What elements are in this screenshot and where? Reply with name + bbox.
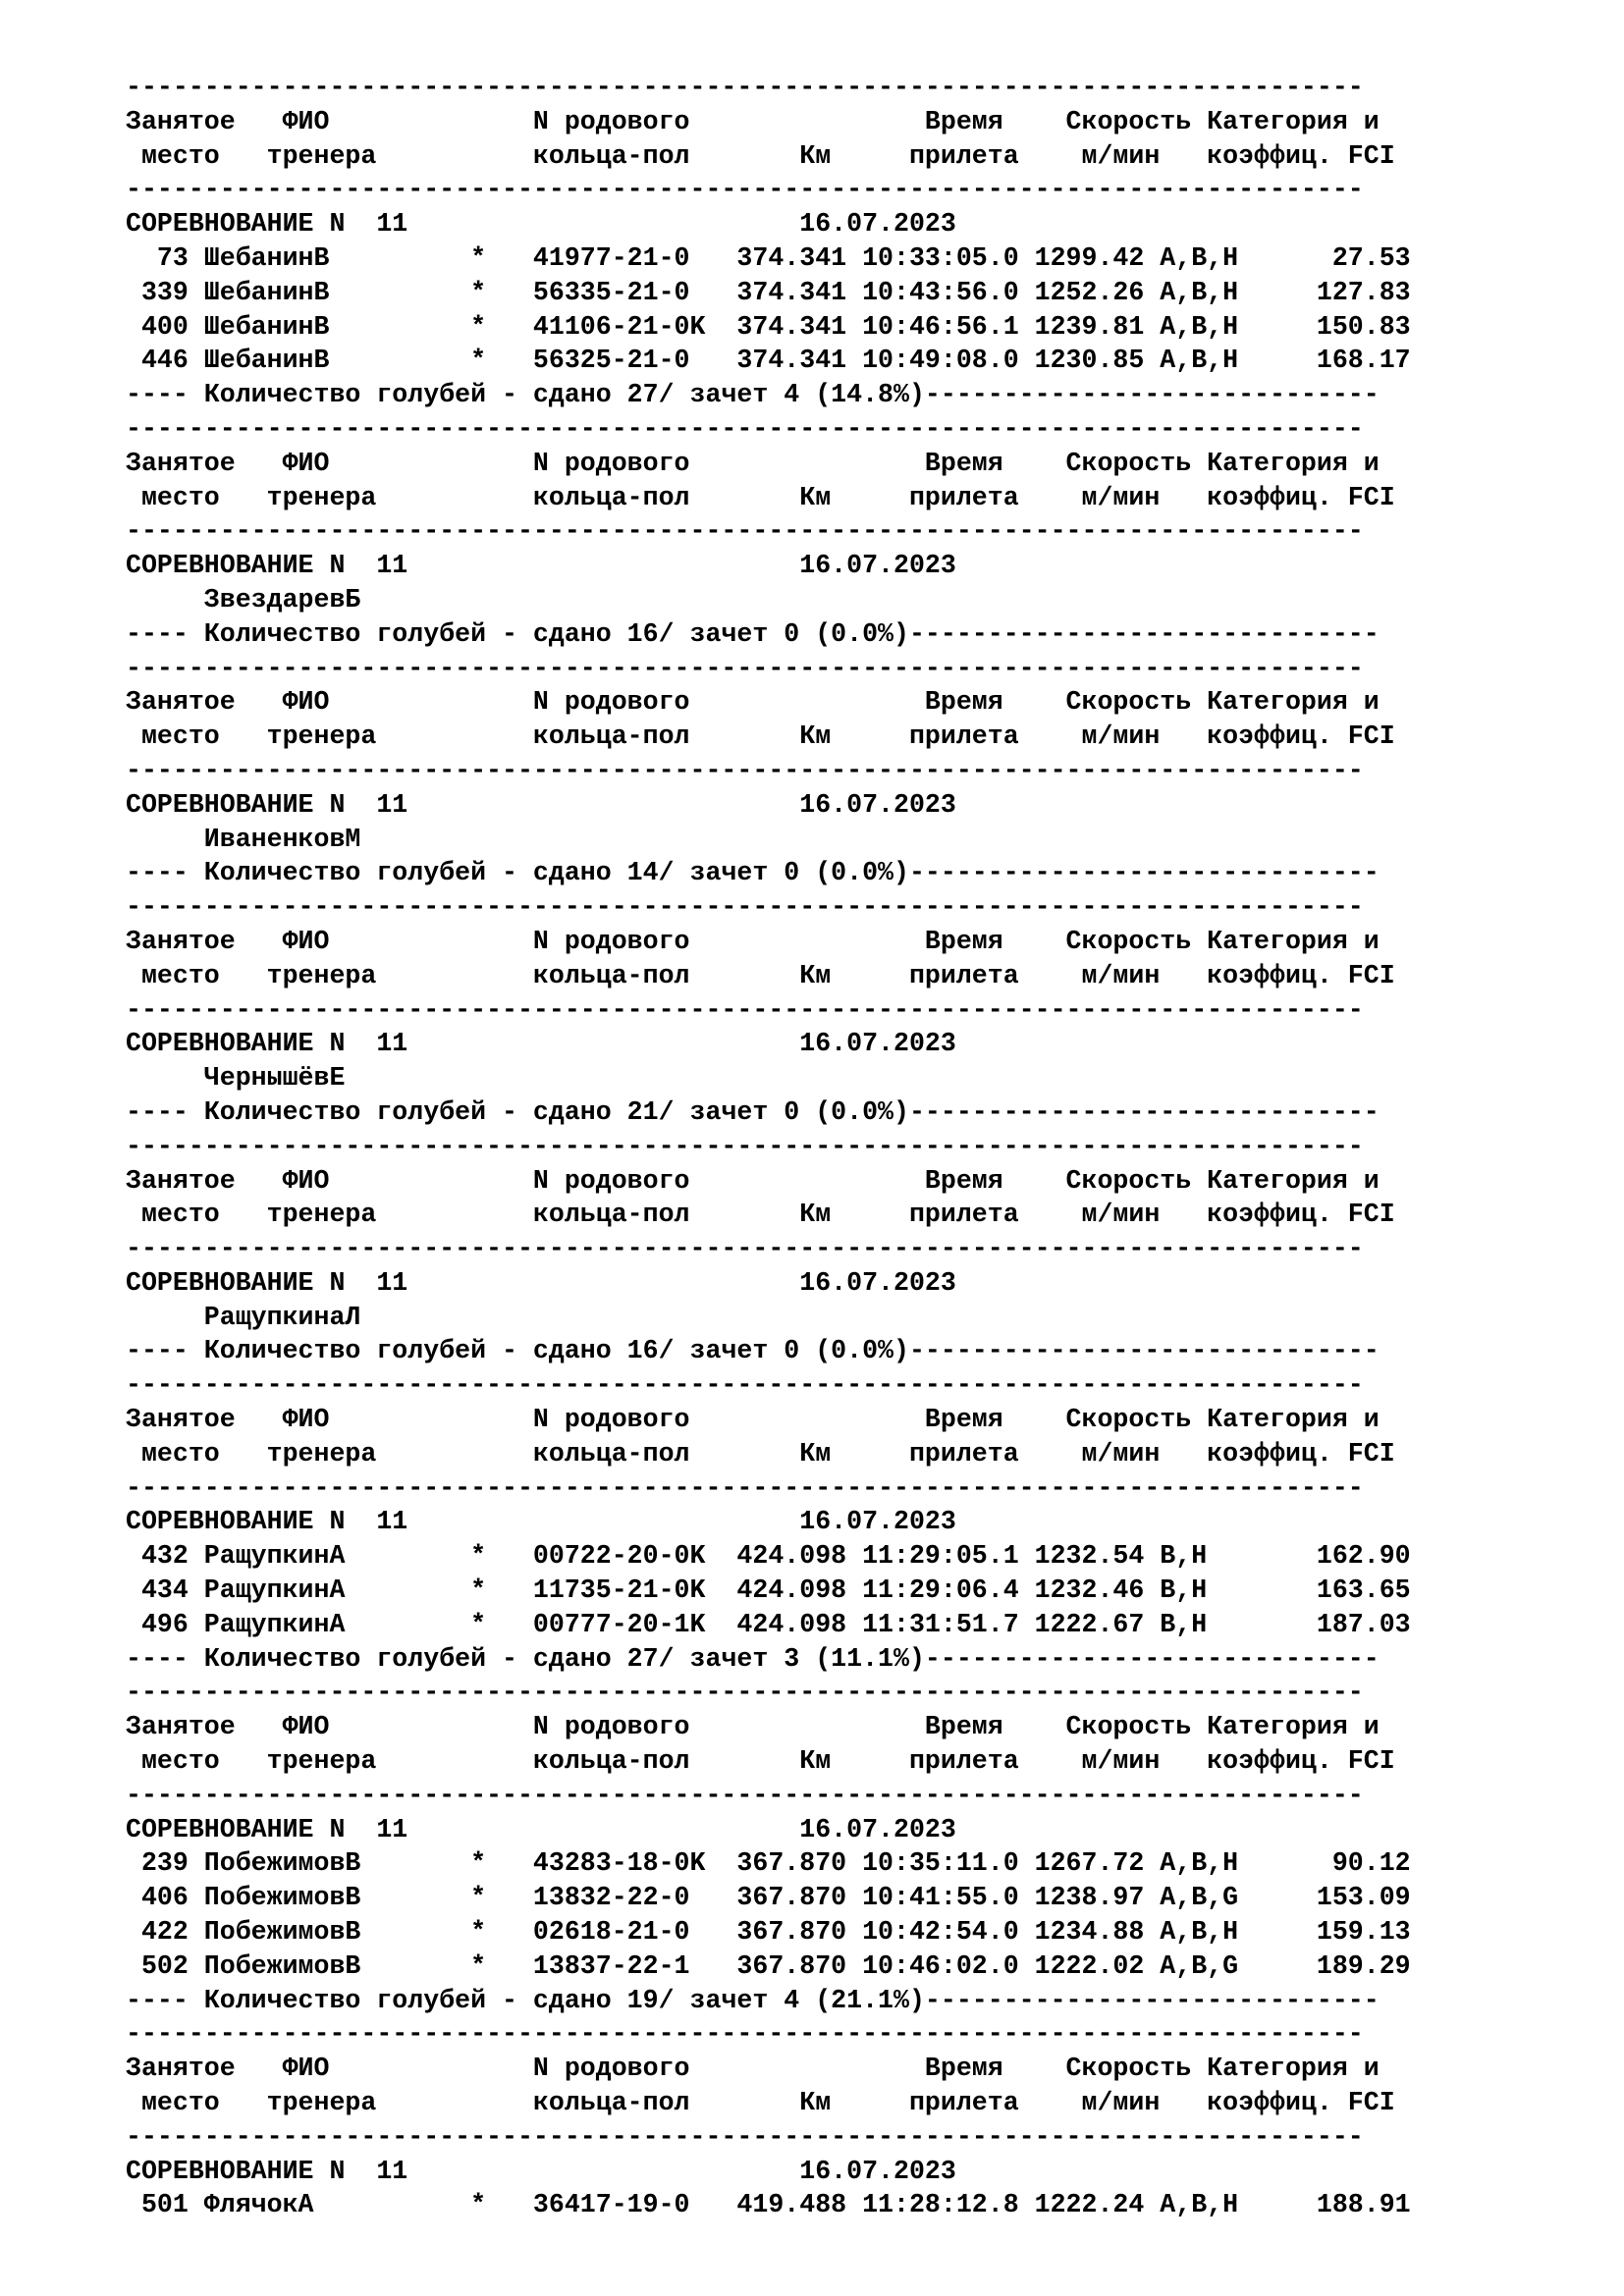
header-rule-bottom: ------------------------------------------------------------------------------- — [126, 755, 1364, 785]
pigeon-count-summary: ---- Количество голубей - сдано 27/ зачет 3 (11.1%)----------------------------- — [126, 1643, 1380, 1674]
header-rule-bottom: ------------------------------------------------------------------------------- — [126, 175, 1364, 205]
header-rule-top: ------------------------------------------------------------------------------- — [126, 1678, 1364, 1708]
competition-title: СОРЕВНОВАНИЕ N 11 16.07.2023 — [126, 1507, 956, 1537]
result-row: 502 ПобежимовВ * 13837-22-1 367.870 10:46:02.0 1222.02 A,B,G 189.29 — [126, 1950, 1411, 1981]
pigeon-count-summary: ---- Количество голубей - сдано 21/ зачет 0 (0.0%)------------------------------ — [126, 1096, 1380, 1127]
column-header-line-2: место тренера кольца-пол Км прилета м/мин коэффиц. FCI — [126, 1200, 1395, 1230]
column-header-line-1: Занятое ФИО N родового Время Скорость Категория и — [126, 687, 1380, 718]
header-rule-bottom: ------------------------------------------------------------------------------- — [126, 1234, 1364, 1264]
result-row: 73 ШебанинВ * 41977-21-0 374.341 10:33:05.0 1299.42 A,B,H 27.53 — [126, 242, 1411, 273]
result-row: 432 РащупкинА * 00722-20-0K 424.098 11:29:05.1 1232.54 B,H 162.90 — [126, 1541, 1411, 1572]
header-rule-bottom: ------------------------------------------------------------------------------- — [126, 1472, 1364, 1503]
result-row: 422 ПобежимовВ * 02618-21-0 367.870 10:42:54.0 1234.88 A,B,H 159.13 — [126, 1917, 1411, 1948]
column-header-line-1: Занятое ФИО N родового Время Скорость Категория и — [126, 926, 1380, 956]
column-header-line-1: Занятое ФИО N родового Время Скорость Категория и — [126, 448, 1380, 478]
competition-title: СОРЕВНОВАНИЕ N 11 16.07.2023 — [126, 1267, 956, 1298]
competition-block — [126, 1676, 1598, 2017]
header-rule-bottom: ------------------------------------------------------------------------------- — [126, 1780, 1364, 1810]
header-rule-top: ------------------------------------------------------------------------------- — [126, 653, 1364, 683]
column-header-line-1: Занятое ФИО N родового Время Скорость Категория и — [126, 106, 1380, 136]
result-row: ЗвездаревБ — [126, 584, 361, 614]
header-rule-top: ------------------------------------------------------------------------------- — [126, 892, 1364, 923]
competition-block — [126, 71, 1598, 412]
header-rule-top: ------------------------------------------------------------------------------- — [126, 73, 1364, 102]
result-row: 501 ФлячокА * 36417-19-0 419.488 11:28:12.8 1222.24 A,B,H 188.91 — [126, 2190, 1411, 2220]
result-row: 400 ШебанинВ * 41106-21-0K 374.341 10:46:56.1 1239.81 A,B,H 150.83 — [126, 311, 1411, 342]
competition-block — [126, 652, 1598, 891]
result-row: 496 РащупкинА * 00777-20-1K 424.098 11:31:51.7 1222.67 B,H 187.03 — [126, 1609, 1411, 1639]
pigeon-count-summary: ---- Количество голубей - сдано 19/ зачет 4 (21.1%)----------------------------- — [126, 1985, 1380, 2015]
header-rule-bottom: ------------------------------------------------------------------------------- — [126, 2121, 1364, 2152]
header-rule-top: ------------------------------------------------------------------------------- — [126, 413, 1364, 444]
result-row: ЧернышёвЕ — [126, 1063, 346, 1094]
competition-title: СОРЕВНОВАНИЕ N 11 16.07.2023 — [126, 1029, 956, 1059]
result-row: 339 ШебанинВ * 56335-21-0 374.341 10:43:56.0 1252.26 A,B,H 127.83 — [126, 277, 1411, 307]
competition-title: СОРЕВНОВАНИЕ N 11 16.07.2023 — [126, 209, 956, 240]
competition-block — [126, 1368, 1598, 1676]
competition-title: СОРЕВНОВАНИЕ N 11 16.07.2023 — [126, 551, 956, 581]
competition-title: СОРЕВНОВАНИЕ N 11 16.07.2023 — [126, 1814, 956, 1844]
result-row: 434 РащупкинА * 11735-21-0K 424.098 11:29:06.4 1232.46 B,H 163.65 — [126, 1575, 1411, 1606]
competition-block — [126, 412, 1598, 652]
column-header-line-2: место тренера кольца-пол Км прилета м/мин коэффиц. FCI — [126, 960, 1395, 990]
result-row: 446 ШебанинВ * 56325-21-0 374.341 10:49:08.0 1230.85 A,B,H 168.17 — [126, 346, 1411, 376]
competition-title: СОРЕВНОВАНИЕ N 11 16.07.2023 — [126, 789, 956, 820]
result-row: РащупкинаЛ — [126, 1302, 361, 1332]
column-header-line-1: Занятое ФИО N родового Время Скорость Категория и — [126, 1165, 1380, 1196]
column-header-line-2: место тренера кольца-пол Км прилета м/мин коэффиц. FCI — [126, 1746, 1395, 1777]
header-rule-bottom: ------------------------------------------------------------------------------- — [126, 516, 1364, 547]
competition-block — [126, 890, 1598, 1130]
result-row: ИваненковМ — [126, 824, 361, 854]
competition-block — [126, 2017, 1598, 2222]
pigeon-count-summary: ---- Количество голубей - сдано 14/ зачет 0 (0.0%)------------------------------ — [126, 858, 1380, 888]
header-rule-top: ------------------------------------------------------------------------------- — [126, 1370, 1364, 1401]
results-sheet — [126, 71, 1598, 2222]
header-rule-bottom: ------------------------------------------------------------------------------- — [126, 994, 1364, 1025]
column-header-line-2: место тренера кольца-пол Км прилета м/мин коэффиц. FCI — [126, 140, 1395, 171]
result-row: 239 ПобежимовВ * 43283-18-0K 367.870 10:35:11.0 1267.72 A,B,H 90.12 — [126, 1848, 1411, 1879]
column-header-line-2: место тренера кольца-пол Км прилета м/мин коэффиц. FCI — [126, 2088, 1395, 2118]
column-header-line-2: место тренера кольца-пол Км прилета м/мин коэффиц. FCI — [126, 482, 1395, 512]
pigeon-count-summary: ---- Количество голубей - сдано 27/ зачет 4 (14.8%)----------------------------- — [126, 380, 1380, 410]
column-header-line-1: Занятое ФИО N родового Время Скорость Категория и — [126, 1405, 1380, 1435]
column-header-line-1: Занятое ФИО N родового Время Скорость Категория и — [126, 2054, 1380, 2084]
pigeon-count-summary: ---- Количество голубей - сдано 16/ зачет 0 (0.0%)------------------------------ — [126, 618, 1380, 649]
header-rule-top: ------------------------------------------------------------------------------- — [126, 1131, 1364, 1161]
result-row: 406 ПобежимовВ * 13832-22-0 367.870 10:41:55.0 1238.97 A,B,G 153.09 — [126, 1883, 1411, 1913]
column-header-line-2: место тренера кольца-пол Км прилета м/мин коэффиц. FCI — [126, 1438, 1395, 1468]
competition-title: СОРЕВНОВАНИЕ N 11 16.07.2023 — [126, 2156, 956, 2186]
pigeon-count-summary: ---- Количество голубей - сдано 16/ зачет 0 (0.0%)------------------------------ — [126, 1336, 1380, 1366]
column-header-line-1: Занятое ФИО N родового Время Скорость Категория и — [126, 1712, 1380, 1742]
column-header-line-2: место тренера кольца-пол Км прилета м/мин коэффиц. FCI — [126, 721, 1395, 752]
header-rule-top: ------------------------------------------------------------------------------- — [126, 2019, 1364, 2050]
competition-block — [126, 1130, 1598, 1369]
